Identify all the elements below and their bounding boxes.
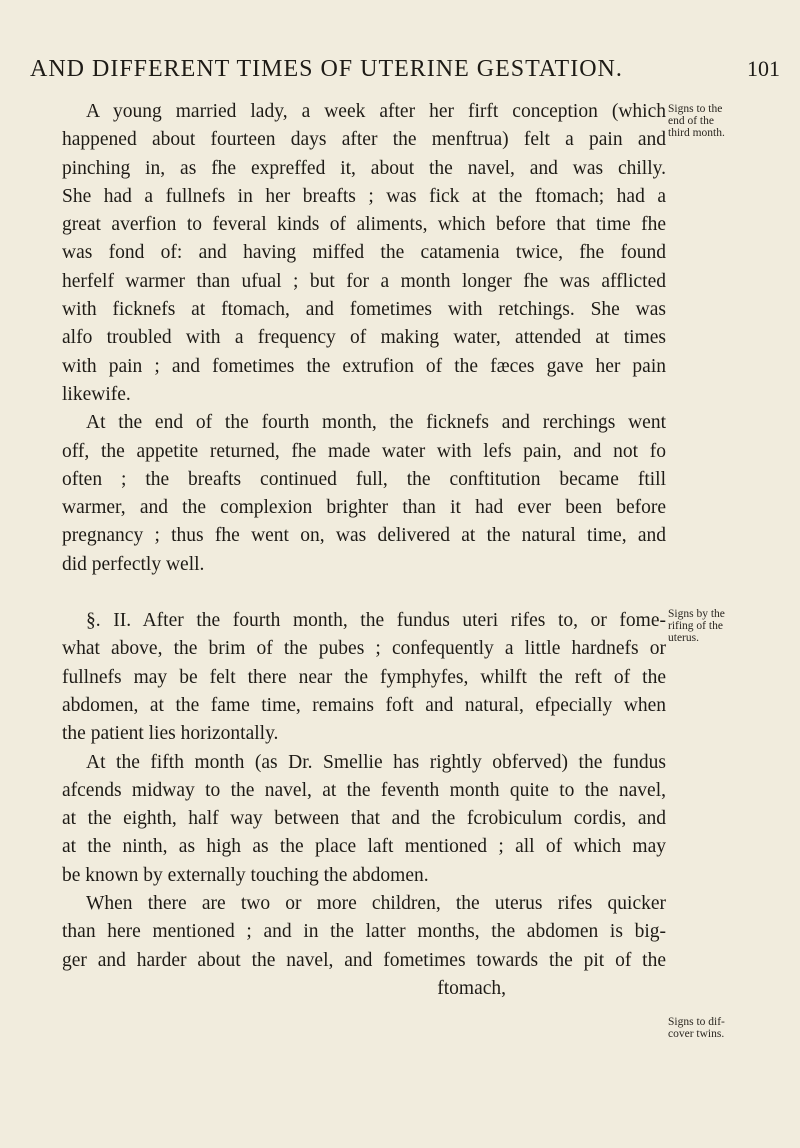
text-line: afcends midway to the navel, at the feventh month quite to the navel,: [62, 779, 666, 801]
paragraph-p2: [38, 409, 666, 579]
text-line: was fond of: and having miffed the catamenia twice, fhe found: [62, 242, 666, 264]
text-line: what above, the brim of the pubes ; confequently a little hardnefs or: [62, 638, 666, 660]
catchword: ftomach,: [437, 977, 506, 999]
body-text: [38, 98, 666, 1003]
text-line: warmer, and the complexion brighter than it had ever been before: [62, 497, 666, 519]
text-line: alfo troubled with a frequency of making water, attended at times: [62, 327, 666, 349]
text-line: abdomen, at the fame time, remains foft and natural, efpecially when: [62, 694, 666, 716]
text-line: pregnancy ; thus fhe went on, was delivered at the natural time, and: [62, 525, 666, 547]
text-line: than here mentioned ; and in the latter months, the abdomen is big-: [62, 921, 666, 943]
margin-note-line: cover twins.: [668, 1028, 725, 1040]
text-line: the patient lies horizontally.: [62, 723, 279, 745]
margin-note-mn3: [668, 1016, 788, 1040]
text-line: ger and harder about the navel, and fometimes towards the pit of the: [62, 949, 666, 971]
text-line: often ; the breafts continued full, the conftitution became ftill: [62, 468, 666, 490]
text-line: likewife.: [62, 383, 131, 405]
text-line: be known by externally touching the abdomen.: [62, 864, 429, 886]
text-line: great averfion to feveral kinds of aliments, which before that time fhe: [62, 214, 666, 236]
text-line: did perfectly well.: [62, 553, 205, 575]
margin-note-mn2: [668, 608, 788, 644]
margin-note-line: Signs to dif-: [668, 1016, 725, 1028]
paragraph-p3: [38, 607, 666, 748]
paragraph-p4: [38, 749, 666, 890]
text-line: At the fifth month (as Dr. Smellie has rightly obferved) the fundus: [86, 751, 666, 773]
margin-note-line: third month.: [668, 127, 725, 139]
text-line: at the ninth, as high as the place laft mentioned ; all of which may: [62, 836, 666, 858]
running-title: AND DIFFERENT TIMES OF UTERINE GESTATION.: [30, 56, 623, 82]
text-line: When there are two or more children, the uterus rifes quicker: [86, 893, 666, 915]
text-line: happened about fourteen days after the menftrua) felt a pain and: [62, 129, 666, 151]
margin-note-line: rifing of the: [668, 620, 723, 632]
paragraph-p1: [38, 98, 666, 409]
text-line: fullnefs may be felt there near the fymphyfes, whilft the reft of the: [62, 666, 666, 688]
text-line: herfelf warmer than ufual ; but for a month longer fhe was afflicted: [62, 270, 666, 292]
margin-note-line: uterus.: [668, 632, 699, 644]
page-number: 101: [747, 56, 780, 81]
text-line: At the end of the fourth month, the ficknefs and rerchings went: [86, 412, 666, 434]
margin-note-line: end of the: [668, 115, 714, 127]
margin-note-line: Signs to the: [668, 103, 723, 115]
running-head: [30, 56, 790, 92]
margin-note-line: Signs by the: [668, 608, 725, 620]
text-line: with ficknefs at ftomach, and fometimes with retchings. She was: [62, 299, 666, 321]
text-line: off, the appetite returned, fhe made water with lefs pain, and not fo: [62, 440, 666, 462]
text-line: A young married lady, a week after her firft conception (which: [86, 101, 666, 122]
text-line: at the eighth, half way between that and the fcrobiculum cordis, and: [62, 808, 666, 830]
paragraph-p5: [38, 890, 666, 975]
text-line: pinching in, as fhe expreffed it, about the navel, and was chilly.: [62, 157, 666, 179]
text-line: She had a fullnefs in her breafts ; was fick at the ftomach; had a: [62, 185, 666, 207]
margin-note-mn1: [668, 103, 788, 139]
text-line: with pain ; and fometimes the extrufion of the fæces gave her pain: [62, 355, 666, 377]
text-line: §. II. After the fourth month, the fundus uteri rifes to, or fome-: [86, 610, 666, 632]
